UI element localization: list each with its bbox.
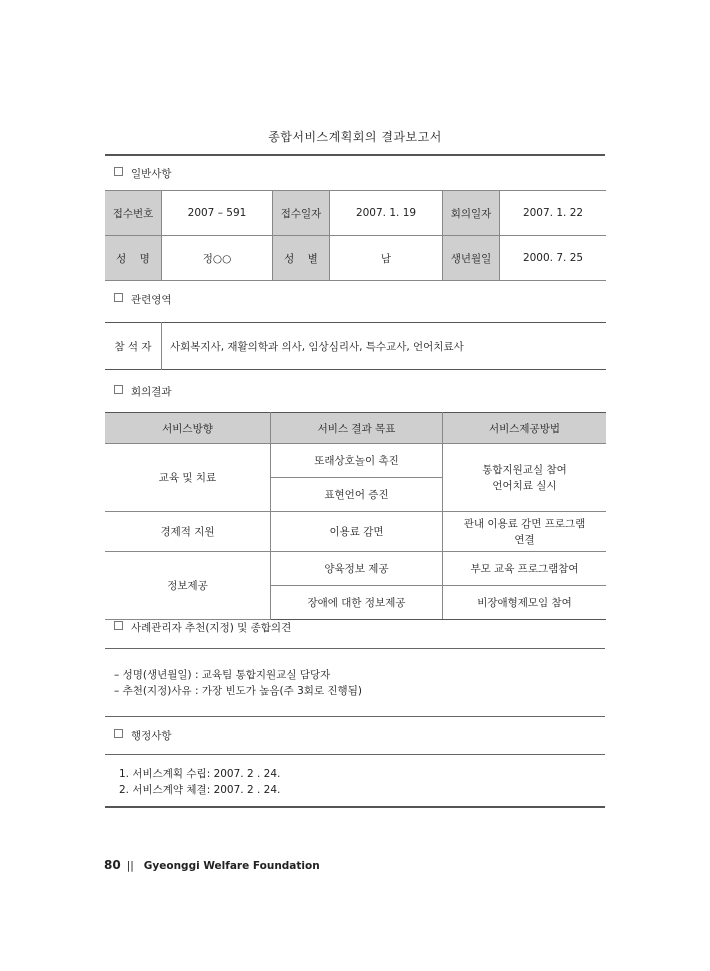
manager-opinion-line: – 성명(생년월일) : 교육팀 통합지원교실 담당자 [114, 669, 331, 681]
table-row [105, 323, 606, 370]
gender-label: 성 별 [273, 236, 330, 281]
name-value: 정○○ [162, 236, 273, 281]
manager-opinion [114, 667, 362, 699]
admin-items [119, 766, 280, 798]
econ-direction: 경제적 지원 [105, 512, 271, 552]
birthdate-value: 2000. 7. 25 [500, 236, 607, 281]
econ-method-line1: 관내 이용료 감면 프로그램 [463, 517, 586, 530]
econ-method [443, 512, 607, 552]
page-footer [104, 858, 320, 872]
receipt-number-value: 2007 – 591 [162, 191, 273, 236]
meeting-date-value: 2007. 1. 22 [500, 191, 607, 236]
section-result-heading: 회의결과 [114, 384, 172, 399]
section-manager-heading: 사례관리자 추천(지정) 및 종합의견 [114, 620, 291, 635]
info-goal-1: 양육정보 제공 [271, 552, 443, 586]
birthdate-label: 생년월일 [443, 236, 500, 281]
table-row [105, 444, 606, 478]
participants-value: 사회복지사, 재활의학과 의사, 임상심리사, 특수교사, 언어치료사 [170, 340, 464, 353]
footer-org-name: Gyeonggi Welfare Foundation [143, 860, 320, 872]
edu-method-line1: 통합지원교실 참여 [482, 463, 567, 476]
section-admin-heading: 행정사항 [114, 728, 172, 743]
section-rule [105, 648, 605, 649]
header-service-direction: 서비스방향 [105, 413, 271, 444]
admin-item: 1. 서비스계획 수립: 2007. 2 . 24. [119, 768, 281, 780]
econ-goal: 이용료 감면 [271, 512, 443, 552]
edu-direction: 교육 및 치료 [105, 444, 271, 512]
gender-value: 남 [330, 236, 443, 281]
section-rule [105, 716, 605, 717]
checkbox-square-icon [114, 293, 123, 302]
edu-goal-1: 또래상호놀이 촉진 [271, 444, 443, 478]
edu-goal-2: 표현언어 증진 [271, 478, 443, 512]
econ-method-line2: 연결 [514, 533, 535, 546]
info-method-2: 비장애형제모임 참여 [443, 586, 607, 620]
info-direction: 정보제공 [105, 552, 271, 620]
section-rule [105, 754, 605, 755]
section-general-heading: 일반사항 [114, 166, 172, 181]
footer-separator: || [126, 860, 134, 872]
checkbox-square-icon [114, 729, 123, 738]
edu-method-line2: 언어치료 실시 [492, 479, 557, 492]
info-goal-2: 장애에 대한 정보제공 [271, 586, 443, 620]
title-rule [105, 154, 605, 156]
receipt-date-value: 2007. 1. 19 [330, 191, 443, 236]
page-number: 80 [104, 858, 121, 872]
header-service-method: 서비스제공방법 [443, 413, 607, 444]
meeting-date-label: 회의일자 [443, 191, 500, 236]
checkbox-square-icon [114, 385, 123, 394]
participants-label: 참 석 자 [105, 323, 162, 370]
manager-opinion-line: – 추천(지정)사유 : 가장 빈도가 높음(주 3회로 진행됨) [114, 685, 362, 697]
admin-item: 2. 서비스계약 체결: 2007. 2 . 24. [119, 784, 281, 796]
section-related-heading: 관련영역 [114, 292, 172, 307]
checkbox-square-icon [114, 167, 123, 176]
meeting-result-table [105, 412, 606, 620]
page-title: 종합서비스계획회의 결과보고서 [268, 130, 442, 144]
bottom-rule [105, 806, 605, 808]
header-service-goal: 서비스 결과 목표 [271, 413, 443, 444]
table-row [105, 236, 606, 281]
edu-method [443, 444, 607, 512]
info-method-1: 부모 교육 프로그램참여 [443, 552, 607, 586]
receipt-date-label: 접수일자 [273, 191, 330, 236]
name-label: 성 명 [105, 236, 162, 281]
checkbox-square-icon [114, 621, 123, 630]
table-row [105, 191, 606, 236]
participants-table [105, 322, 606, 370]
table-row [105, 552, 606, 586]
table-row [105, 512, 606, 552]
table-header-row [105, 413, 606, 444]
receipt-number-label: 접수번호 [105, 191, 162, 236]
general-info-table [105, 190, 606, 281]
